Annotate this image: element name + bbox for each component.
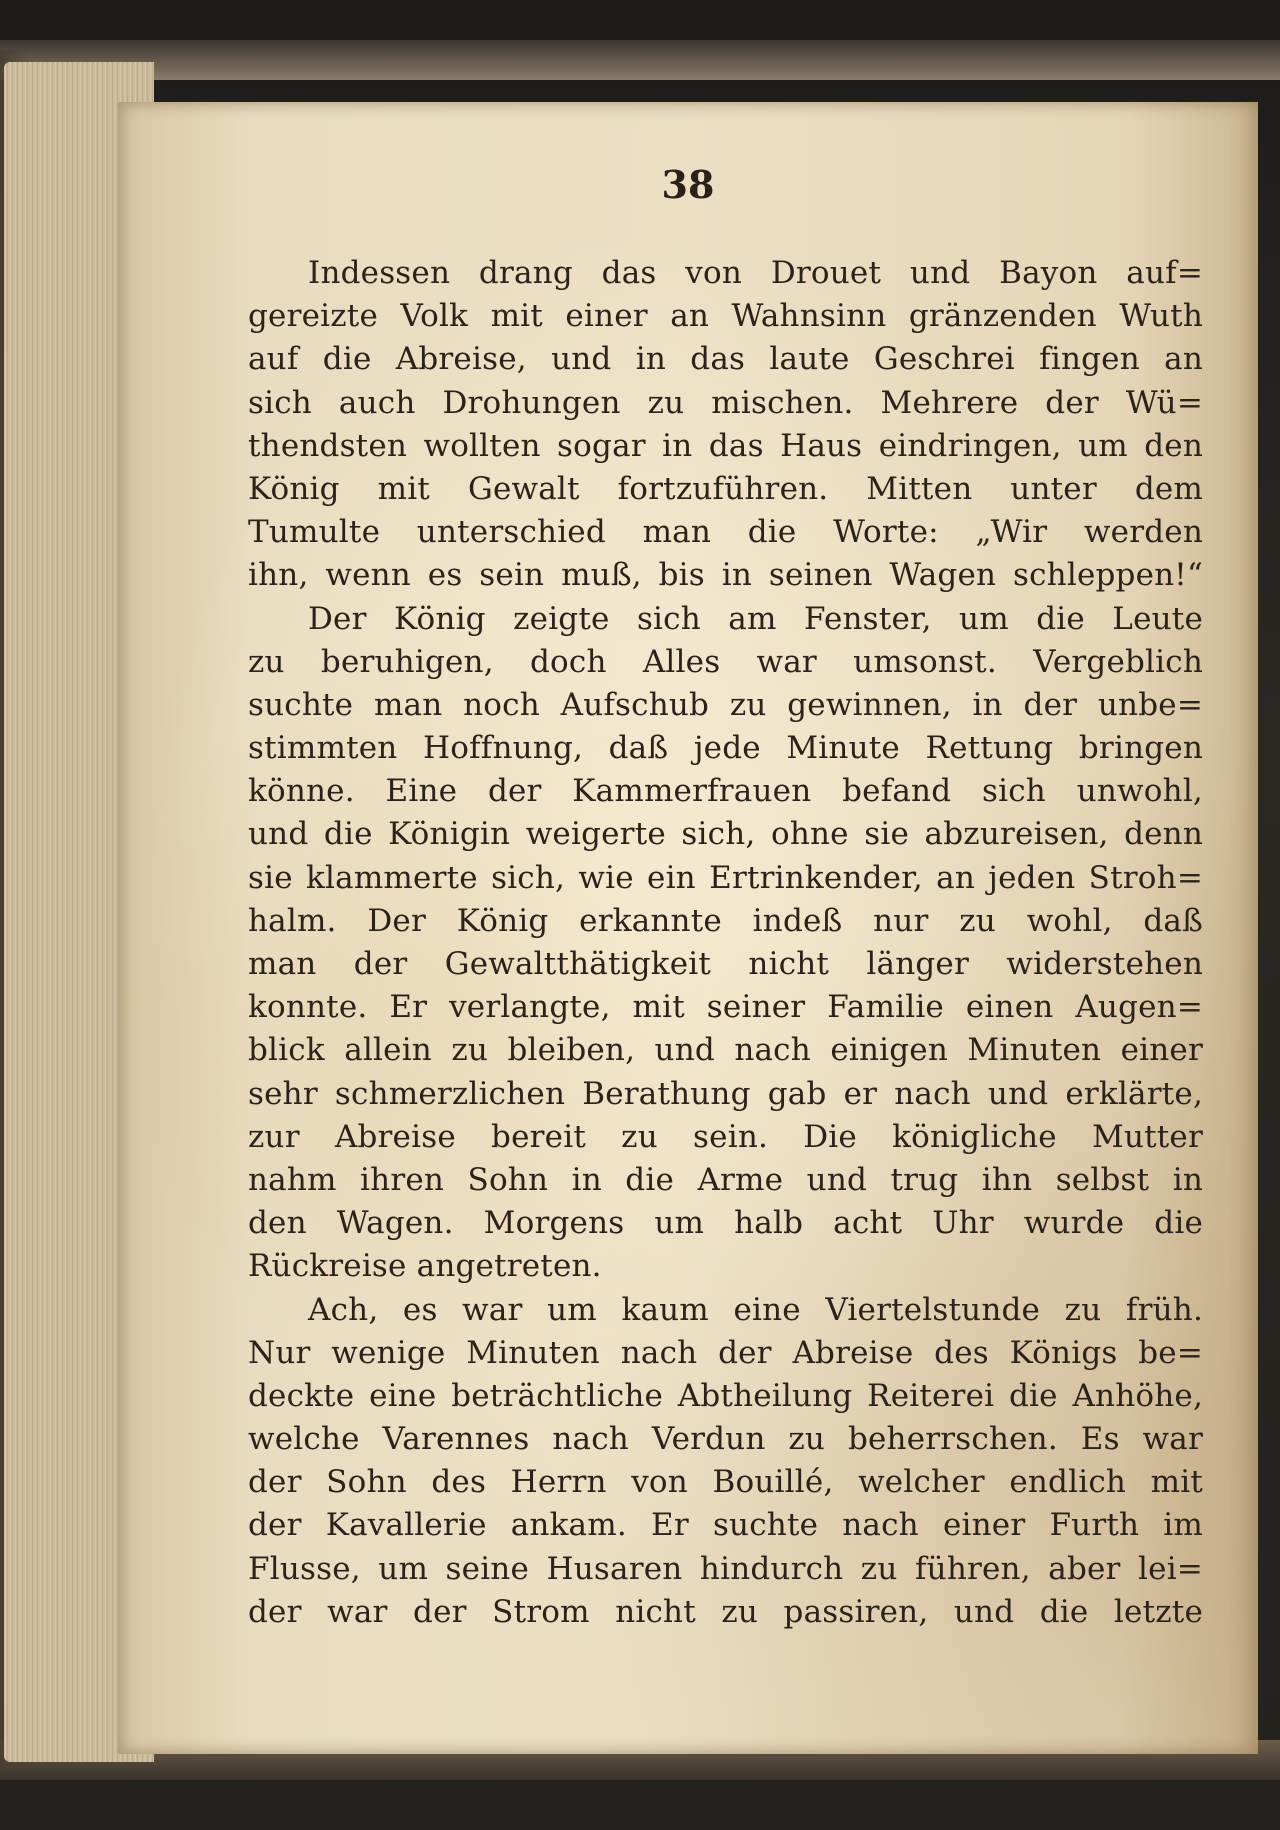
book-page — [118, 102, 1258, 1754]
text-line: sich auch Drohungen zu mischen. Mehrere der Wü= — [248, 384, 1203, 421]
text-line: deckte eine beträchtliche Abtheilung Reiterei die Anhöhe, — [248, 1377, 1203, 1414]
book-cover-top-edge — [0, 40, 1280, 80]
text-line: Indessen drang das von Drouet und Bayon auf= — [308, 255, 1203, 291]
text-line: gereizte Volk mit einer an Wahnsinn gränzenden Wuth — [248, 298, 1203, 335]
text-line: nahm ihren Sohn in die Arme und trug ihn selbst in — [248, 1161, 1203, 1198]
body-text — [248, 252, 1203, 1634]
text-line: auf die Abreise, und in das laute Geschrei fingen an — [248, 341, 1203, 378]
text-line: Der König zeigte sich am Fenster, um die Leute — [308, 600, 1203, 637]
text-line: und die Königin weigerte sich, ohne sie abzureisen, denn — [248, 816, 1203, 853]
text-line: sehr schmerzlichen Berathung gab er nach und erklärte, — [248, 1075, 1203, 1112]
text-line: stimmten Hoffnung, daß jede Minute Rettung bringen — [248, 730, 1203, 767]
text-line: zu beruhigen, doch Alles war umsonst. Vergeblich — [248, 643, 1203, 680]
text-line: Rückreise angetreten. — [248, 1248, 602, 1285]
text-line: blick allein zu bleiben, und nach einigen Minuten einer — [248, 1032, 1203, 1069]
text-line: suchte man noch Aufschub zu gewinnen, in der unbe= — [248, 686, 1203, 723]
text-line: halm. Der König erkannte indeß nur zu wohl, daß — [248, 902, 1203, 939]
text-line: könne. Eine der Kammerfrauen befand sich unwohl, — [248, 773, 1203, 810]
text-line: der Kavallerie ankam. Er suchte nach einer Furth im — [248, 1507, 1203, 1544]
text-line: Nur wenige Minuten nach der Abreise des Königs be= — [248, 1334, 1203, 1371]
text-line: Flusse, um seine Husaren hindurch zu führen, aber lei= — [248, 1550, 1203, 1587]
text-line: König mit Gewalt fortzuführen. Mitten unter dem — [248, 470, 1203, 507]
text-line: thendsten wollten sogar in das Haus eindringen, um den — [248, 427, 1203, 464]
text-line: der Sohn des Herrn von Bouillé, welcher endlich mit — [248, 1464, 1203, 1501]
text-line: Ach, es war um kaum eine Viertelstunde zu früh. — [308, 1291, 1203, 1328]
text-line: ihn, wenn es sein muß, bis in seinen Wagen schleppen!“ — [248, 557, 1203, 594]
text-line: zur Abreise bereit zu sein. Die königliche Mutter — [248, 1118, 1203, 1155]
text-line: sie klammerte sich, wie ein Ertrinkender, an jeden Stroh= — [248, 859, 1203, 896]
text-line: Tumulte unterschied man die Worte: „Wir werden — [248, 514, 1203, 551]
text-line: man der Gewaltthätigkeit nicht länger widerstehen — [248, 946, 1203, 982]
text-line: den Wagen. Morgens um halb acht Uhr wurde die — [248, 1205, 1203, 1242]
text-line: der war der Strom nicht zu passiren, und die letzte — [248, 1593, 1203, 1630]
page-number: 38 — [661, 162, 715, 207]
text-line: welche Varennes nach Verdun zu beherrschen. Es war — [248, 1421, 1203, 1458]
text-line: konnte. Er verlangte, mit seiner Familie einen Augen= — [248, 989, 1203, 1026]
